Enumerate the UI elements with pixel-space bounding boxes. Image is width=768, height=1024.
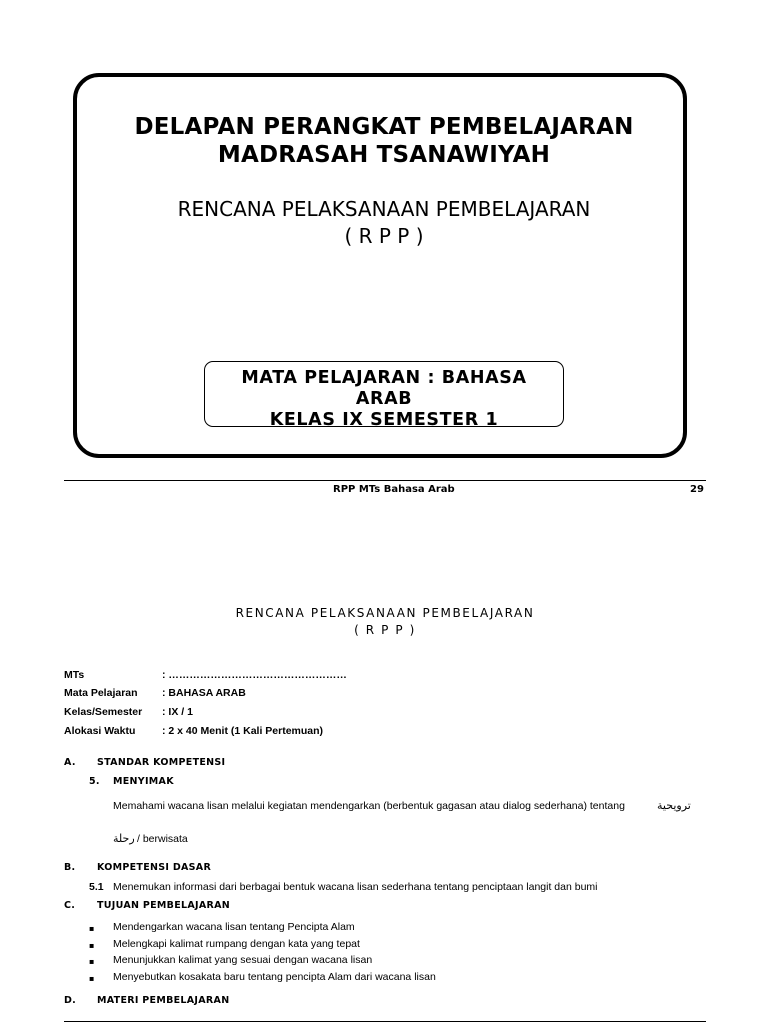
section-b-text: Menemukan informasi dari berbagai bentuk wacana lisan sederhana tentang penciptaan langit dan bumi: [113, 881, 598, 893]
identity-label-subject: Mata Pelajaran: [64, 687, 138, 699]
rpp-heading-line1: RENCANA PELAKSANAAN PEMBELAJARAN: [235, 606, 535, 620]
section-b-number: 5.1: [89, 881, 104, 893]
identity-value-subject: : BAHASA ARAB: [162, 687, 246, 699]
identity-value-mts: : ……………………………………………: [162, 669, 347, 681]
cover-subtitle-line1: RENCANA PELAKSANAAN PEMBELAJARAN: [177, 197, 591, 221]
objective-item-1: Mendengarkan wacana lisan tentang Pencipta Alam: [113, 921, 355, 933]
section-a-letter: A.: [64, 757, 76, 768]
page-number: 29: [690, 484, 704, 495]
footer-title: RPP MTs Bahasa Arab: [333, 484, 455, 495]
section-d-title: MATERI PEMBELAJARAN: [97, 995, 230, 1006]
cover-title-line2: MADRASAH TSANAWIYAH: [217, 142, 551, 168]
subject-line3: KELAS IX SEMESTER 1: [269, 410, 499, 430]
section-a-text-2: / berwisata: [137, 833, 188, 845]
section-d-letter: D.: [64, 995, 77, 1006]
identity-label-time: Alokasi Waktu: [64, 725, 136, 737]
identity-label-class: Kelas/Semester: [64, 706, 143, 718]
objective-bullet: ▪: [89, 924, 95, 933]
section-a-sub-title: MENYIMAK: [113, 776, 174, 787]
objective-bullet: ▪: [89, 941, 95, 950]
subject-line1: MATA PELAJARAN : BAHASA: [241, 368, 527, 388]
section-c-letter: C.: [64, 900, 76, 911]
section-a-arabic-2: رحلة: [113, 832, 135, 845]
rpp-heading-line2: ( R P P ): [354, 623, 416, 637]
identity-value-time: : 2 x 40 Menit (1 Kali Pertemuan): [162, 725, 324, 737]
footer-rule: [64, 480, 706, 481]
identity-value-class: : IX / 1: [162, 706, 193, 718]
section-a-text: Memahami wacana lisan melalui kegiatan mendengarkan (berbentuk gagasan atau dialog sederhana) tentang: [113, 800, 625, 812]
bottom-rule: [64, 1021, 706, 1022]
section-a-arabic-1: ترويحية: [657, 799, 691, 812]
objective-item-2: Melengkapi kalimat rumpang dengan kata yang tepat: [113, 938, 360, 950]
section-c-title: TUJUAN PEMBELAJARAN: [97, 900, 231, 911]
section-b-title: KOMPETENSI DASAR: [97, 862, 212, 873]
cover-title-line1: DELAPAN PERANGKAT PEMBELAJARAN: [134, 114, 634, 140]
objective-bullet: ▪: [89, 957, 95, 966]
section-a-sub-number: 5.: [89, 776, 100, 787]
objective-bullet: ▪: [89, 974, 95, 983]
objective-item-3: Menunjukkan kalimat yang sesuai dengan wacana lisan: [113, 954, 373, 966]
identity-label-mts: MTs: [64, 669, 85, 681]
objective-item-4: Menyebutkan kosakata baru tentang pencipta Alam dari wacana lisan: [113, 971, 436, 983]
subject-line2: ARAB: [355, 389, 413, 409]
section-b-letter: B.: [64, 862, 76, 873]
cover-subtitle-line2: ( R P P ): [344, 224, 424, 248]
section-a-title: STANDAR KOMPETENSI: [97, 757, 226, 768]
